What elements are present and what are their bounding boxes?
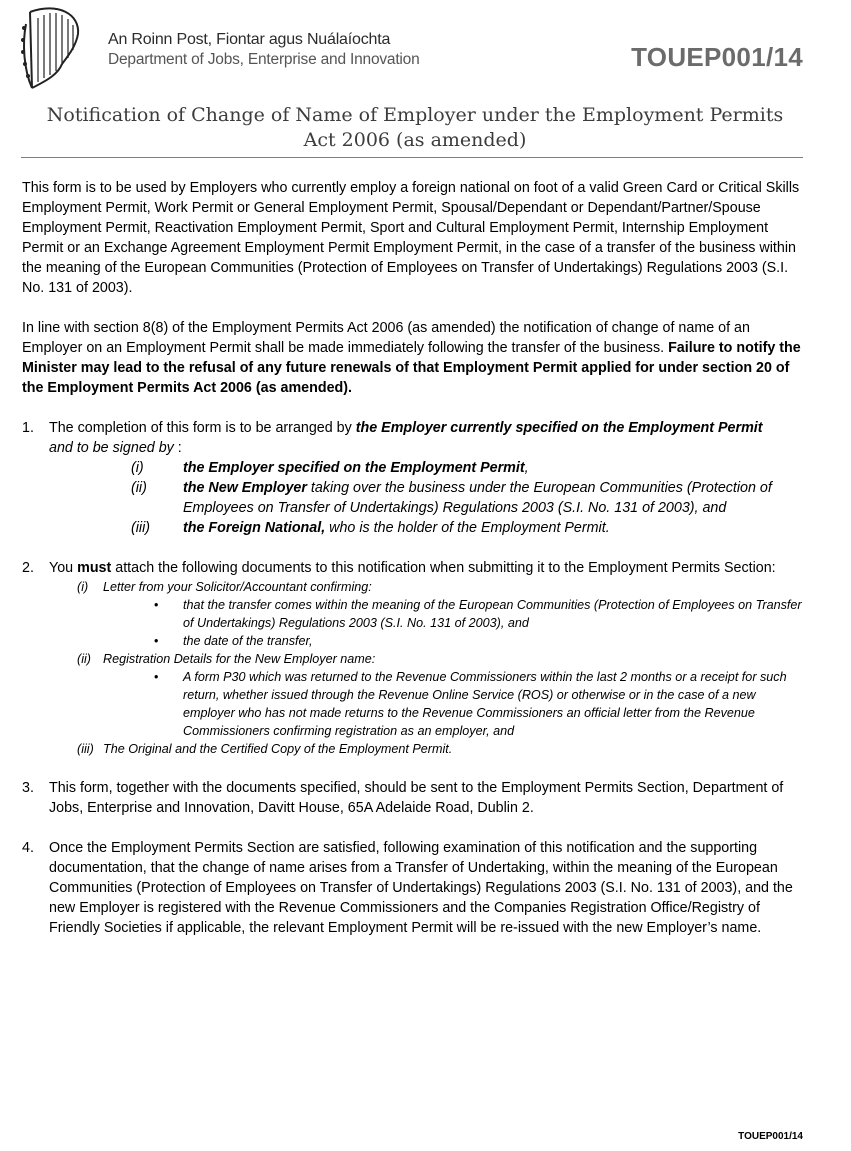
sub-text: Letter from your Solicitor/Accountant confirming: [103,580,372,594]
intro-paragraph-2 [22,318,804,398]
sub-bold: the New Employer [183,480,307,496]
document-body [22,178,804,958]
sub-numeral: (ii) [131,480,147,496]
item-2-text-must: must [77,560,112,576]
item-2-sub-ii [49,650,804,668]
sub-text: Registration Details for the New Employer name: [103,652,376,666]
item-2-text [49,558,804,578]
item-1-sub-ii [49,478,804,518]
list-item [49,668,804,740]
item-1-sub-iii [49,518,804,538]
document-title: Notification of Change of Name of Employer under the Employment Permits Act 2006 (as amended) [46,104,784,151]
bullet-icon: • [154,670,159,684]
bullet-text: A form P30 which was returned to the Revenue Commissioners within the last 2 months or a receipt for such return, whether issued through the Revenue Online Service (ROS) or otherwise or in the case of a new employer who has not made returns to the Revenue Commissioners an official letter from the Revenue Commissioners confirming registration as an employer, and [183,670,787,738]
sub-rest: who is the holder of the Employment Permit. [325,520,610,536]
harp-crest-icon [18,4,88,94]
sub-rest: , [524,460,529,476]
item-1-sub-i [49,458,804,478]
bullet-icon: • [154,634,159,648]
item-number: 4. [22,840,34,856]
item-2-text-rest: attach the following documents to this notification when submitting it to the Employment Permits Section: [111,560,776,576]
item-2-sub-i [49,578,804,596]
numbered-item-1 [22,418,804,538]
sub-numeral: (iii) [131,520,151,536]
sub-numeral: (ii) [77,652,91,666]
item-number: 3. [22,780,34,796]
intro-paragraph-1: This form is to be used by Employers who currently employ a foreign national on foot of a valid Green Card or Critical Skills Employment Permit, Work Permit or General Employment Permit, Spousal/Dependant or Dependant/Partner/Spouse Employment Permit, Reactivation Employment Permit, Sport and Cultural Employment Permit, Internship Employment Permit or an Exchange Agreement Employment Permit Employment Permit, in the case of a transfer of the business within the meaning of the European Communities (Protection of Employees on Transfer of Undertakings) Regulations 2003 (S.I. No. 131 of 2003). [22,180,800,296]
item-1-text-signed-by: and to be signed by [49,440,174,456]
department-name-irish: An Roinn Post, Fiontar agus Nuálaíochta [108,31,391,48]
bullet-icon: • [154,598,159,612]
sub-bold: the Employer specified on the Employment Permit [183,460,525,476]
title-divider [21,157,803,158]
sub-bold: the Foreign National, [183,520,326,536]
item-1-text [49,418,804,458]
item-4-text: Once the Employment Permits Section are satisfied, following examination of this notification and the supporting documentation, that the change of name arises from a Transfer of Undertaking, within the meaning of the European Communities (Protection of Employees on Transfer of Undertakings) Regulations 2003 (S.I. No. 131 of 2003), and the new Employer is registered with the Revenue Commissioners and the Companies Registration Office/Registry of Friendly Societies if applicable, the relevant Employment Permit will be re-issued with the new Employer’s name. [49,840,793,936]
item-3-text: This form, together with the documents specified, should be sent to the Employment Permits Section, Department of Jobs, Enterprise and Innovation, Davitt House, 65A Adelaide Road, Dublin 2. [49,780,784,816]
item-2-sub-iii [49,740,804,758]
form-code: TOUEP001/14 [631,42,803,72]
sub-numeral: (iii) [77,742,94,756]
list-item [49,632,804,650]
item-number: 2. [22,560,34,576]
numbered-item-4 [22,838,804,938]
item-1-text-emphasis: the Employer currently specified on the Employment Permit [355,420,763,436]
item-1-text-colon: : [173,440,182,456]
bullet-text: that the transfer comes within the meaning of the European Communities (Protection of Employees on Transfer of Undertakings) Regulations 2003 (S.I. No. 131 of 2003), and [183,598,802,630]
footer-form-code: TOUEP001/14 [738,1131,803,1142]
department-name-english: Department of Jobs, Enterprise and Innovation [108,51,420,68]
sub-rest: taking over the business under the European Communities (Protection of Employees on Transfer of Undertakings) Regulations 2003 (S.I. No. 131 of 2003), and [183,480,772,516]
sub-numeral: (i) [131,460,144,476]
department-name [108,30,420,70]
numbered-item-2 [22,558,804,758]
item-2-text-lead: You [49,560,78,576]
bullet-text: the date of the transfer, [183,634,313,648]
sub-text: The Original and the Certified Copy of the Employment Permit. [103,742,453,756]
item-number: 1. [22,420,34,436]
intro-paragraph-2-text: In line with section 8(8) of the Employment Permits Act 2006 (as amended) the notification of change of name of an Employer on an Employment Permit shall be made immediately following the transfer of the business. [22,320,750,356]
item-1-text-lead: The completion of this form is to be arranged by [49,420,356,436]
numbered-item-3 [22,778,804,818]
sub-numeral: (i) [77,580,89,594]
intro-paragraph-2-warning: Failure to notify the Minister may lead to the refusal of any future renewals of that Employment Permit applied for under section 20 of the Employment Permits Act 2006 (as amended). [22,340,801,396]
list-item [49,596,804,632]
